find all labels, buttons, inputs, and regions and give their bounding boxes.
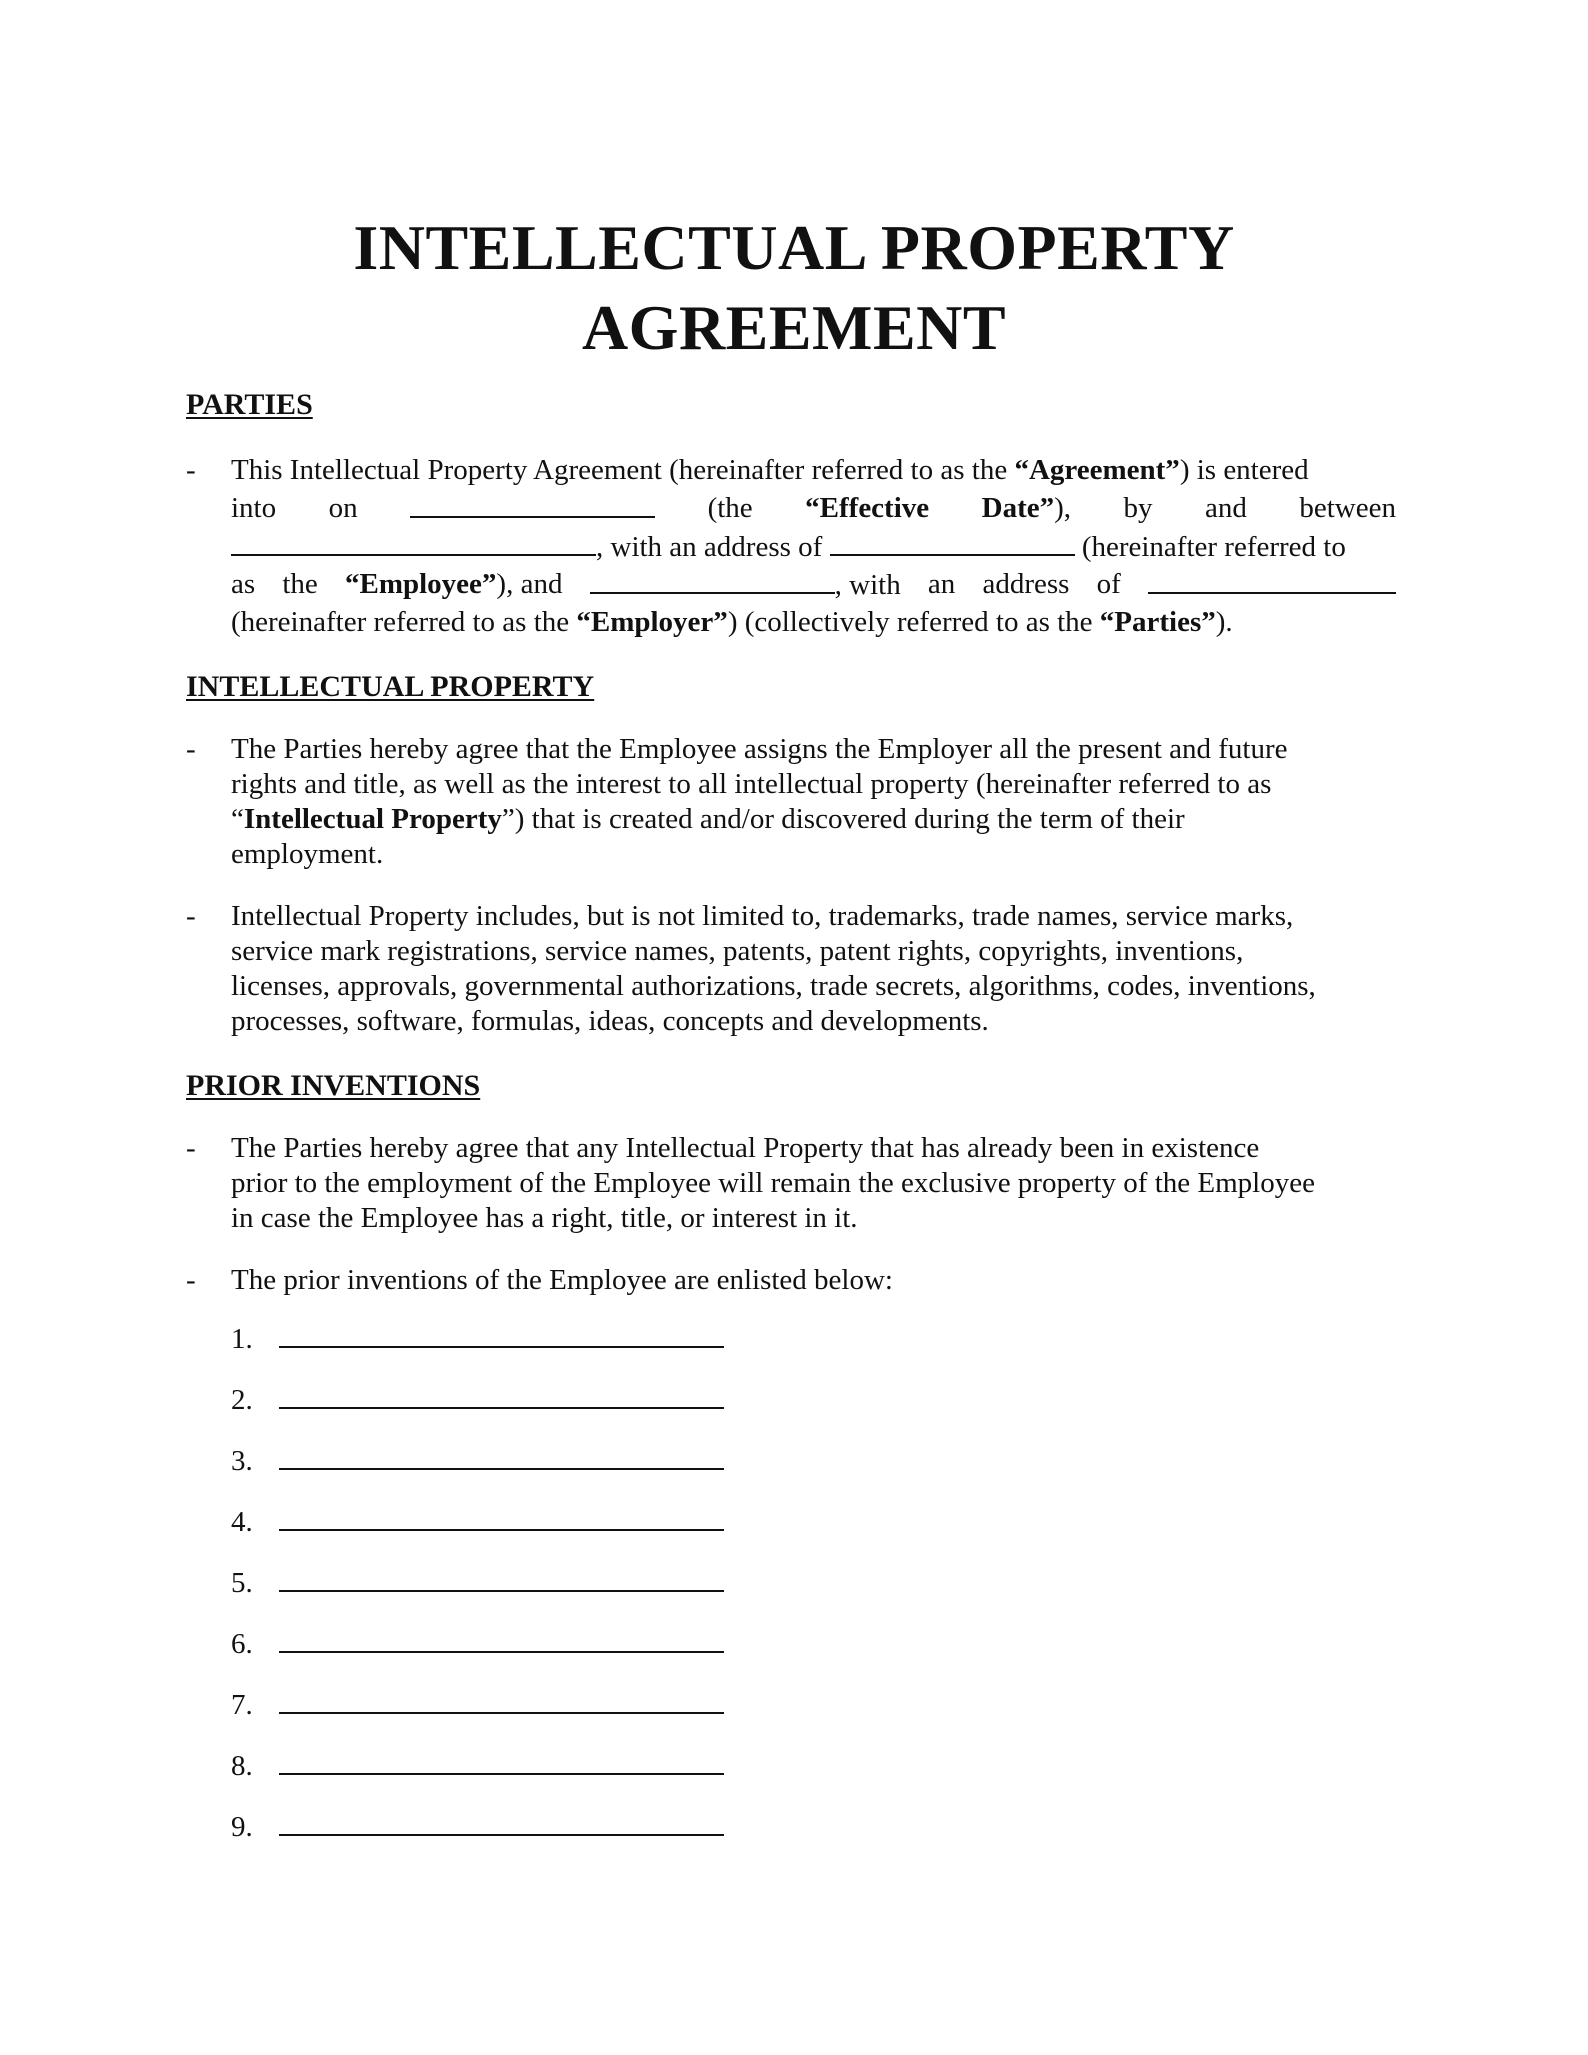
list-item: 6.: [231, 1627, 724, 1661]
invention-field-9[interactable]: [279, 1810, 724, 1836]
prior-paragraph-1: - The Parties hereby agree that any Intellectual Property that has already been in existence prior to the employment of the Employee will remain the exclusive property of the Employee in case the Employee has a right, title, or interest in it.: [186, 1132, 1315, 1234]
invention-field-1[interactable]: [279, 1322, 724, 1348]
employee-name-field[interactable]: [231, 530, 596, 556]
list-item: 7.: [231, 1688, 724, 1722]
invention-field-6[interactable]: [279, 1627, 724, 1653]
parties-paragraph: - This Intellectual Property Agreement (hereinafter referred to as the “Agreement”) is entered into on (the “Effective Date”), by and between , with an address of (hereinafter referred to as the “Employee”), and , with an address of (hereinafter referred to as the “Employer”) (collectively referred to as the “Parties”).: [186, 454, 1396, 638]
bullet-dash: -: [186, 1264, 196, 1296]
title-line-2: AGREEMENT: [581, 292, 1007, 363]
prior-paragraph-2: - The prior inventions of the Employee are enlisted below:: [186, 1264, 893, 1296]
invention-field-4[interactable]: [279, 1505, 724, 1531]
effective-date-field[interactable]: [410, 492, 655, 518]
invention-field-3[interactable]: [279, 1444, 724, 1470]
list-item: 9.: [231, 1810, 724, 1844]
list-item: 3.: [231, 1444, 724, 1478]
invention-field-2[interactable]: [279, 1383, 724, 1409]
list-item: 1.: [231, 1322, 724, 1356]
bullet-dash: -: [186, 454, 196, 486]
list-item: 4.: [231, 1505, 724, 1539]
employer-address-field[interactable]: [1148, 568, 1396, 594]
list-item: 8.: [231, 1749, 724, 1783]
list-item: 5.: [231, 1566, 724, 1600]
invention-field-7[interactable]: [279, 1688, 724, 1714]
employer-name-field[interactable]: [590, 568, 835, 594]
ip-paragraph-1: - The Parties hereby agree that the Employee assigns the Employer all the present and future rights and title, as well as the interest to all intellectual property (hereinafter referred to as “Intellectual Property”) that is created and/or discovered during the term of their employment.: [186, 733, 1288, 870]
bullet-dash: -: [186, 900, 196, 932]
bullet-dash: -: [186, 1132, 196, 1164]
ip-heading: INTELLECTUAL PROPERTY: [186, 670, 595, 703]
invention-field-8[interactable]: [279, 1749, 724, 1775]
parties-heading: PARTIES: [186, 388, 313, 421]
prior-inventions-heading: PRIOR INVENTIONS: [186, 1069, 481, 1102]
bullet-dash: -: [186, 733, 196, 765]
document-title: [0, 208, 1588, 368]
employee-address-field[interactable]: [830, 530, 1075, 556]
ip-paragraph-2: - Intellectual Property includes, but is not limited to, trademarks, trade names, service marks, service mark registrations, service names, patents, patent rights, copyrights, inventions, licenses, approvals, governmental authorizations, trade secrets, algorithms, codes, inventions, processes, software, formulas, ideas, concepts and developments.: [186, 900, 1316, 1037]
title-line-1: INTELLECTUAL PROPERTY: [353, 212, 1235, 283]
invention-field-5[interactable]: [279, 1566, 724, 1592]
list-item: 2.: [231, 1383, 724, 1417]
